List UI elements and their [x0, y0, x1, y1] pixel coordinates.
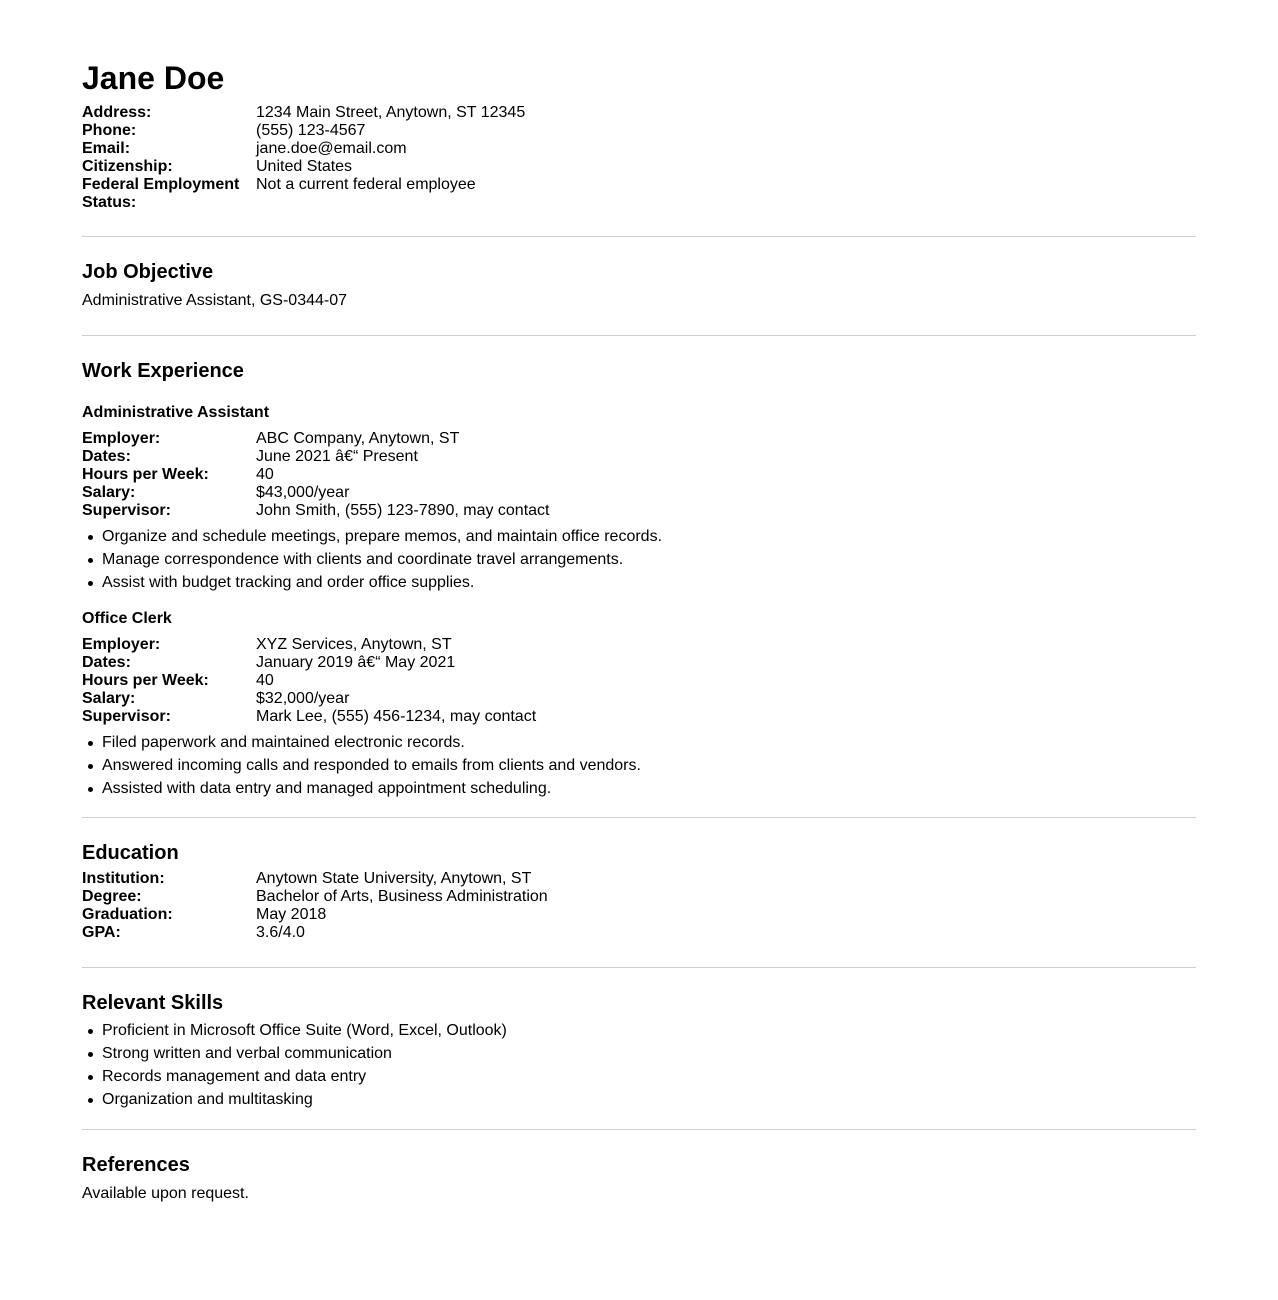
objective-text: Administrative Assistant, GS-0344-07	[82, 292, 348, 309]
list-item: Manage correspondence with clients and coordinate travel arrangements.	[102, 551, 1196, 569]
divider	[82, 236, 1196, 237]
divider	[82, 335, 1196, 336]
list-item: Organization and multitasking	[102, 1091, 1196, 1109]
contact-label-address: Address:	[82, 104, 152, 121]
contact-label-email: Email:	[82, 140, 131, 157]
job-field-label: Salary:	[82, 690, 136, 707]
contact-value-phone: (555) 123-4567	[256, 122, 366, 139]
job-field-value: $32,000/year	[256, 690, 350, 707]
job-field-value: 40	[256, 672, 274, 689]
list-item: Assist with budget tracking and order office supplies.	[102, 574, 1196, 592]
job-field-label: Dates:	[82, 448, 131, 465]
job-field-value: June 2021 â€“ Present	[256, 448, 418, 465]
education-details	[82, 870, 1196, 942]
contact-value-citizenship: United States	[256, 158, 353, 175]
contact-label-citizenship: Citizenship:	[82, 158, 173, 175]
contact-label-phone: Phone:	[82, 122, 137, 139]
job-field-value: XYZ Services, Anytown, ST	[256, 636, 452, 653]
contact-label-federal-status: Federal Employment Status:	[82, 176, 240, 211]
education-value-graduation: May 2018	[256, 906, 327, 923]
job-field-label: Salary:	[82, 484, 136, 501]
list-item: Organize and schedule meetings, prepare memos, and maintain office records.	[102, 528, 1196, 546]
list-item: Assisted with data entry and managed appointment scheduling.	[102, 780, 1196, 798]
references-text: Available upon request.	[82, 1185, 249, 1202]
education-label-institution: Institution:	[82, 870, 165, 887]
job-field-label: Hours per Week:	[82, 466, 209, 483]
divider	[82, 1129, 1196, 1130]
contact-value-federal-status: Not a current federal employee	[256, 176, 476, 193]
list-item: Answered incoming calls and responded to emails from clients and vendors.	[102, 757, 1196, 775]
job-field-value: 40	[256, 466, 274, 483]
references-heading: References	[82, 1154, 190, 1176]
list-item: Filed paperwork and maintained electronic records.	[102, 734, 1196, 752]
job-field-label: Supervisor:	[82, 502, 171, 519]
list-item: Records management and data entry	[102, 1068, 1196, 1086]
job-field-value: John Smith, (555) 123-7890, may contact	[256, 502, 550, 519]
list-item: Strong written and verbal communication	[102, 1045, 1196, 1063]
contact-value-email: jane.doe@email.com	[256, 140, 407, 157]
job-duties-list	[82, 528, 1196, 592]
education-heading: Education	[82, 842, 179, 864]
divider	[82, 967, 1196, 968]
job-field-label: Employer:	[82, 636, 161, 653]
job-field-value: $43,000/year	[256, 484, 350, 501]
job-field-label: Dates:	[82, 654, 131, 671]
skills-heading: Relevant Skills	[82, 992, 224, 1014]
job-field-label: Hours per Week:	[82, 672, 209, 689]
contact-info	[82, 104, 1196, 212]
experience-heading: Work Experience	[82, 360, 244, 382]
education-label-degree: Degree:	[82, 888, 142, 905]
education-value-gpa: 3.6/4.0	[256, 924, 305, 941]
skills-list	[82, 1022, 1196, 1109]
job-title: Office Clerk	[82, 610, 172, 627]
job-title: Administrative Assistant	[82, 404, 270, 421]
job-duties-list	[82, 734, 1196, 798]
job-field-value: January 2019 â€“ May 2021	[256, 654, 456, 671]
job-field-value: Mark Lee, (555) 456-1234, may contact	[256, 708, 537, 725]
applicant-name: Jane Doe	[82, 60, 225, 96]
education-value-institution: Anytown State University, Anytown, ST	[256, 870, 532, 887]
job-field-label: Employer:	[82, 430, 161, 447]
job-field-value: ABC Company, Anytown, ST	[256, 430, 460, 447]
contact-value-address: 1234 Main Street, Anytown, ST 12345	[256, 104, 526, 121]
education-label-graduation: Graduation:	[82, 906, 173, 923]
education-value-degree: Bachelor of Arts, Business Administration	[256, 888, 548, 905]
objective-heading: Job Objective	[82, 261, 214, 283]
divider	[82, 817, 1196, 818]
list-item: Proficient in Microsoft Office Suite (Word, Excel, Outlook)	[102, 1022, 1196, 1040]
job-details	[82, 430, 1196, 520]
education-label-gpa: GPA:	[82, 924, 121, 941]
job-details	[82, 636, 1196, 726]
job-field-label: Supervisor:	[82, 708, 171, 725]
